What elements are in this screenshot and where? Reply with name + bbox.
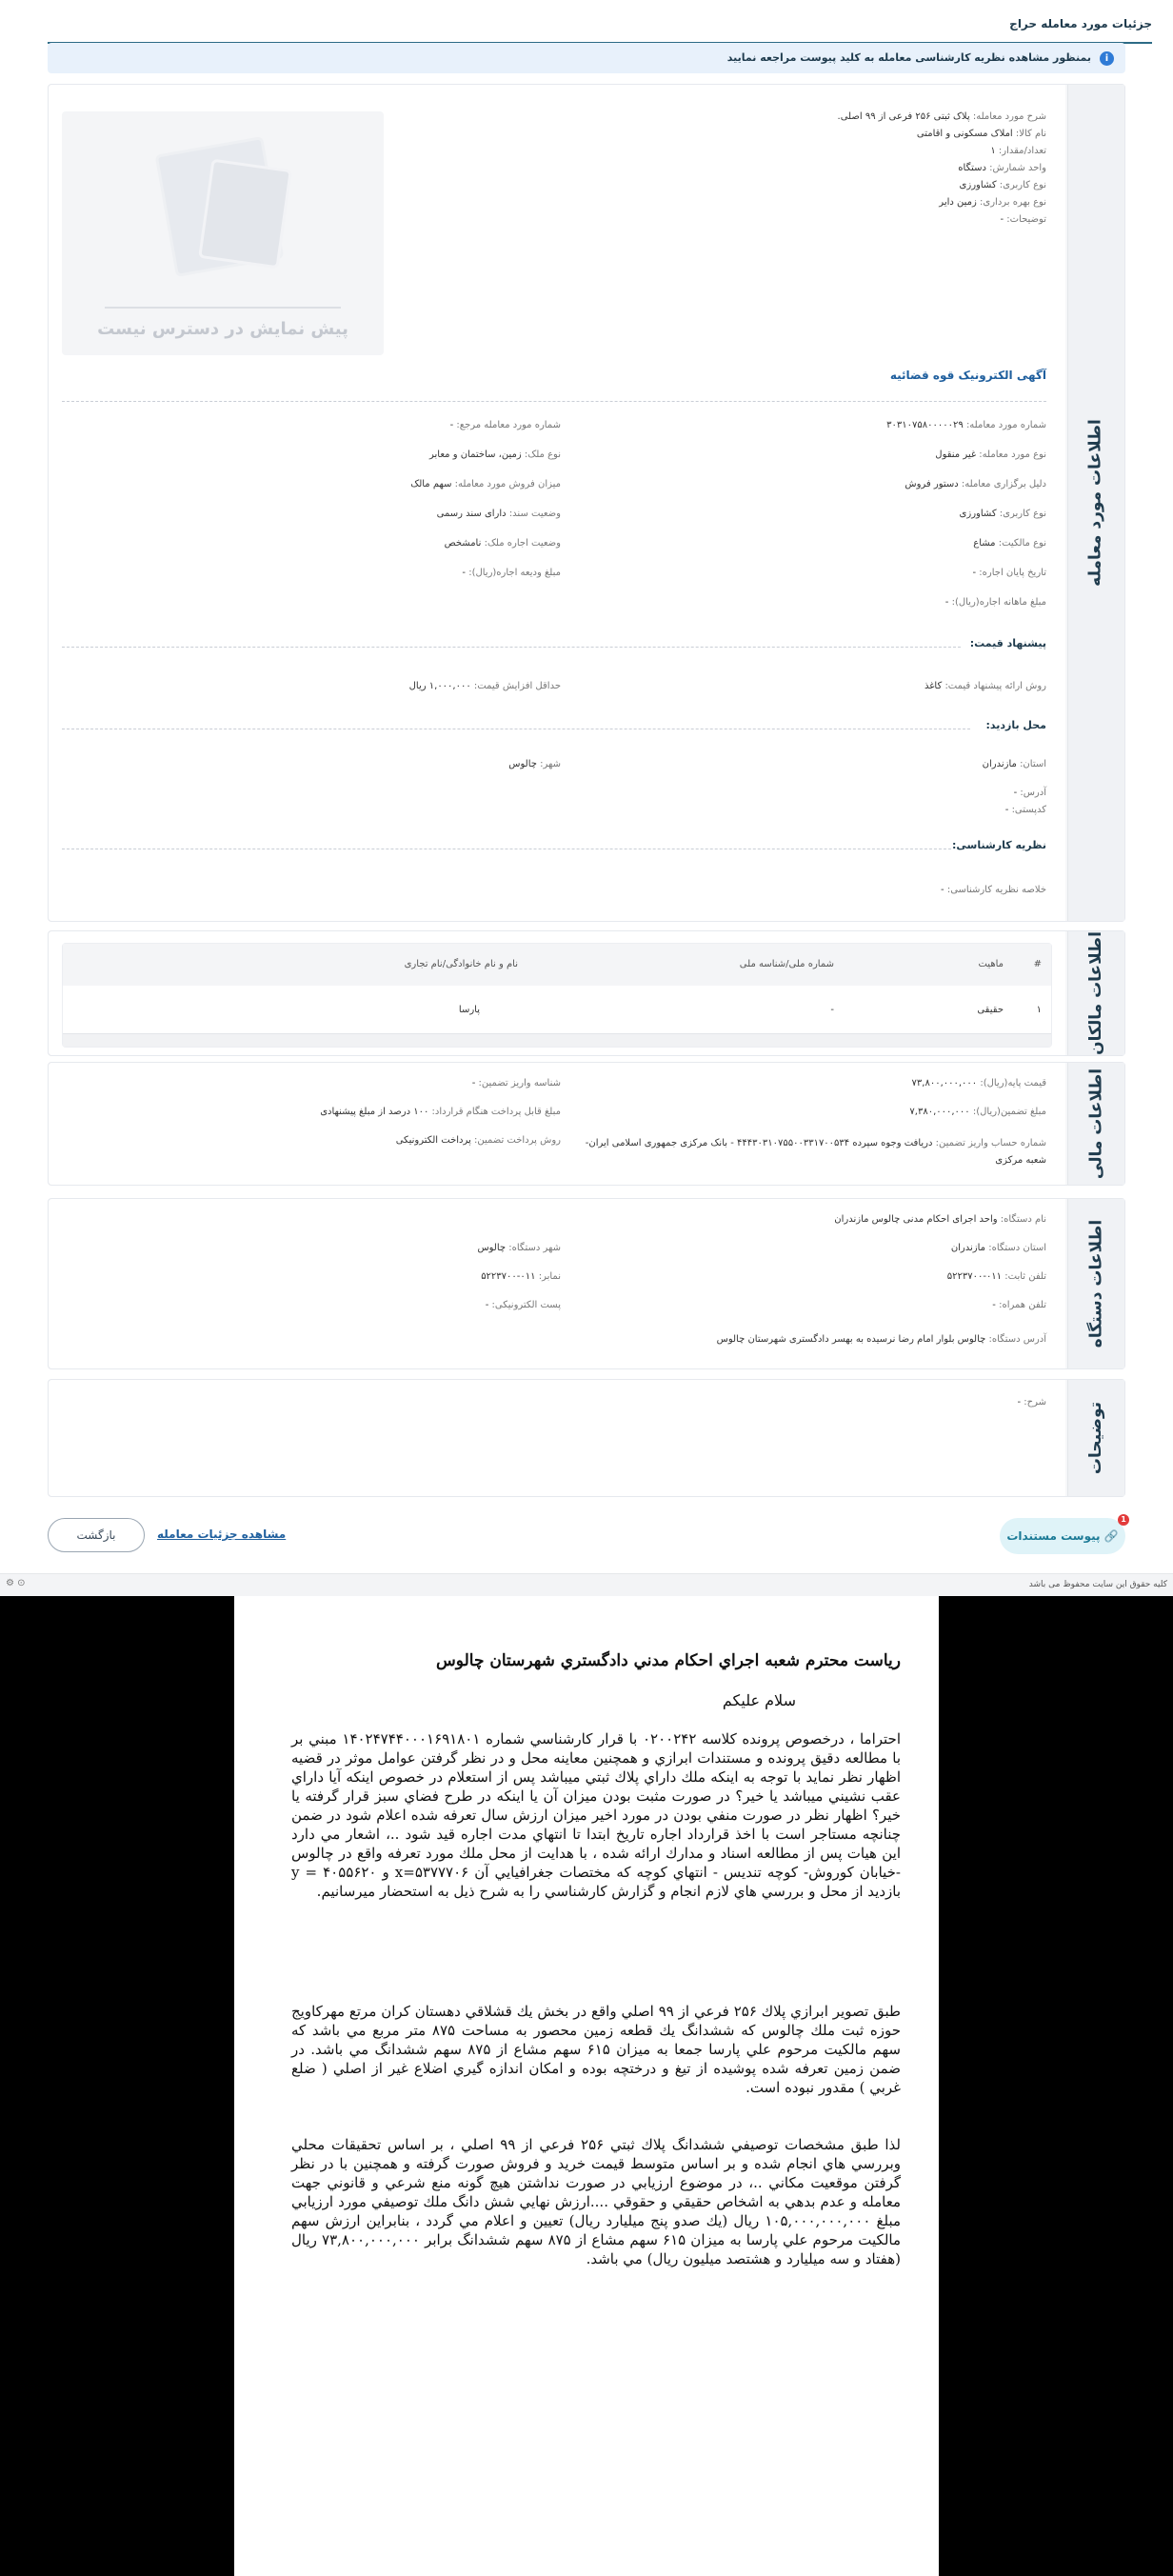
page-title: جزئیات مورد معامله حراج — [1009, 17, 1152, 30]
location-header: محل بازدید: — [985, 719, 1046, 731]
offer-header: پیشنهاد قیمت: — [969, 637, 1046, 649]
summary-item: تعداد/مقدار: ۱ — [990, 146, 1046, 156]
city: شهر: چالوس — [508, 759, 561, 769]
deal-details-link[interactable]: مشاهده جزئیات معامله — [157, 1528, 287, 1541]
field: مبلغ قابل پرداخت هنگام قرارداد: ۱۰۰ درصد از مبلغ پیشنهادی — [320, 1107, 561, 1117]
field: تلفن همراه: - — [992, 1300, 1046, 1310]
field: نوع ملک: زمین، ساختمان و معابر — [428, 449, 561, 460]
postal-code: کدپستی: - — [1004, 805, 1046, 815]
summary-item: شرح مورد معامله: پلاک ثبتی ۲۵۶ فرعی از ۹۹ اصلی. — [837, 111, 1046, 122]
field: وضعیت اجاره ملک: نامشخص — [444, 538, 561, 549]
summary-item: واحد شمارش: دستگاه — [958, 163, 1046, 173]
field: آدرس دستگاه: چالوس بلوار امام رضا نرسیده به بهسر دادگستری شهرستان چالوس — [716, 1334, 1046, 1345]
section-financial — [48, 1062, 1125, 1186]
field: دلیل برگزاری معامله: دستور فروش — [905, 479, 1046, 489]
section-side — [1067, 85, 1124, 921]
field: میزان فروش مورد معامله: سهم مالک — [410, 479, 561, 489]
section-body — [49, 1199, 1065, 1368]
summary-item: نام کالا: املاک مسکونی و اقامتی — [916, 129, 1046, 139]
image-placeholder — [62, 111, 384, 355]
summary-item: نوع بهره برداری: زمین دایر — [939, 197, 1046, 208]
table-header-cell: ماهیت — [978, 959, 1004, 969]
table-header-cell: شماره ملی/شناسه ملی — [739, 959, 834, 969]
summary-item: نوع کاربری: کشاورزی — [959, 180, 1046, 190]
table-header-cell: # — [1033, 959, 1042, 969]
horizontal-scrollbar[interactable] — [63, 1033, 1051, 1047]
table-cell: - — [830, 1005, 834, 1015]
table-cell: حقیقی — [977, 1005, 1004, 1015]
document-title: رياست محترم شعبه اجراي احكام مدني دادگستري شهرستان چالوس — [436, 1651, 901, 1670]
document-paragraph: لذا طبق مشخصات توصيفي ششدانگ پلاك ثبتي ۲۵۶ فرعي از ۹۹ اصلي ، بر اساس تحقيقات محلي وبررسي هاي انجام شده و بر اساس متوسط قيمت خريد و فروش صورت گرفته و همچنين با در نظر گرفتن موقعيت مكاني ..، در موضوع ارزيابي در صورت نداشتن هيچ گونه منع شرعي و قانوني جهت معامله و عدم بدهي به اشخاص حقيقي و حقوقي ....ارزش نهايي شش دانگ ملك توصيفي مورد ارزيابي مبلغ ۱۰۵,۰۰۰,۰۰۰,۰۰۰ ريال (يك صدو پنج ميليارد ريال) تعيين و اعلام مي گردد ، بنابراين ارزش سهم مالكيت مرحوم علي پارسا به ميزان ۶۱۵ سهم مشاع از ۸۷۵ سهم ششدانگ برابر ۷۳,۸۰۰,۰۰۰,۰۰۰ ريال (هفتاد و سه ميليارد و هشتصد ميليون ريال) مي باشد. — [291, 2136, 902, 2267]
section-side — [1067, 1063, 1124, 1185]
field: قیمت پایه(ریال): ۷۳,۸۰۰,۰۰۰,۰۰۰ — [911, 1078, 1046, 1088]
field: تاریخ پایان اجاره: - — [972, 568, 1046, 578]
copyright-text: کلیه حقوق این سایت محفوظ می باشد — [1028, 1580, 1167, 1589]
section-side — [1067, 931, 1124, 1055]
info-bar — [48, 43, 1125, 73]
table-header-cell: نام و نام خانوادگی/نام تجاری — [404, 959, 518, 969]
footer-logos-icon: ⊙ ⚙ — [6, 1578, 26, 1588]
field: نوع مورد معامله: غیر منقول — [935, 449, 1046, 460]
ad-title: آگهی الکترونیک قوه قضائیه — [889, 369, 1046, 382]
table-cell: پارسا — [458, 1005, 480, 1015]
section-body — [49, 1063, 1065, 1185]
field: روش پرداخت تضمین: پرداخت الکترونیکی — [395, 1135, 561, 1146]
table-header — [63, 944, 1051, 986]
field: نمابر: ۰۱۱-۵۲۲۳۷۰۰ — [481, 1271, 561, 1282]
field: شماره حساب واریز تضمین: دریافت وجوه سپرده ۴۴۴۳۰۳۱۰۷۵۵۰۰۳۳۱۷۰۰۵۳۴ - بانک مرکزی جمهوری اسلامی ایران- شعبه مرکزی — [585, 1138, 1046, 1166]
field: شهر دستگاه: چالوس — [477, 1243, 561, 1253]
section-descriptions — [48, 1379, 1125, 1497]
section-organization — [48, 1198, 1125, 1369]
section-label: اطلاعات مورد معامله — [1086, 419, 1105, 587]
section-side — [1067, 1199, 1124, 1368]
section-side — [1067, 1380, 1124, 1496]
page-header — [48, 10, 1152, 44]
field: شرح: - — [1017, 1397, 1046, 1408]
section-label: اطلاعات دستگاه — [1086, 1219, 1105, 1348]
attachments-label: پیوست مستندات — [1006, 1529, 1101, 1543]
offer-method: روش ارائه پیشنهاد قیمت: کاغذ — [924, 681, 1046, 691]
paperclip-icon: 🔗 — [1103, 1529, 1119, 1543]
field: نوع کاربری: کشاورزی — [959, 509, 1046, 519]
info-text: بمنظور مشاهده نظریه کارشناسی معامله به کلید پیوست مراجعه نمایید — [726, 51, 1091, 64]
section-body — [49, 1380, 1065, 1496]
province: استان: مازندران — [982, 759, 1046, 769]
expert-header: نظریه کارشناسی: — [952, 839, 1046, 851]
field: نوع مالکیت: مشاع — [973, 538, 1046, 549]
field: مبلغ تضمین(ریال): ۷,۳۸۰,۰۰۰,۰۰۰ — [909, 1107, 1046, 1117]
address: آدرس: - — [1013, 788, 1046, 798]
section-body — [49, 85, 1065, 921]
field: نام دستگاه: واحد اجرای احکام مدنی چالوس مازندران — [834, 1214, 1046, 1225]
section-label: اطلاعات مالکان — [1086, 931, 1105, 1055]
field: شماره مورد معامله مرجع: - — [449, 420, 561, 430]
field: شماره مورد معامله: ۳۰۳۱۰۷۵۸۰۰۰۰۰۲۹ — [886, 420, 1046, 430]
document-paragraph: احتراما ، درخصوص پرونده كلاسه ۰۲۰۰۲۴۲ با قرار كارشناسي شماره ۱۴۰۲۴۷۴۴۰۰۰۱۶۹۱۸۰۱ مبني بر با مطالعه دقيق پرونده و مستندات ابرازي و همچنين معاينه محل و در نظر گرفتن عوامل موثر در قضيه اظهار نظر نمايد با توجه به اينكه ملك داراي پلاك ثبتي ميباشد پس از استعلام در خصوص اينكه آيا داراي عقب نشيني ميباشد يا خير؟ در صورت مثبت بودن ميزان آن يا اينكه در طرح فضاي سبز قرار گرفته يا خير؟ اظهار نظر در صورت منفي بودن در مورد اخير ميزان ارزش سال تعرفه شده اعلام شود در ضمن چنانچه مستاجر است با اخذ قرارداد اجاره تاريخ ابتدا تا انتهاي مدت اجاره قيد شود ..، اشعار مي دارد اين هيات پس از مطالعه اسناد و مدارك ارائه شده ، با هدايت از محل ملك مورد تعرفه واقع در چالوس -خيابان كوروش- كوچه تنديس - انتهاي كوچه كه مختصات جغرافيايي آن ۵۳۷۷۷۰۶=x و ۴۰۵۵۶۲۰ = y بازديد از محل و بررسي هاي لازم انجام و گزارش كارشناسي را به شرح ذيل به استحضار ميرسانيم. — [291, 1730, 902, 1900]
info-icon: i — [1100, 51, 1114, 66]
document-viewer — [0, 1596, 1173, 2576]
section-label: توضیحات — [1086, 1401, 1105, 1475]
min-increase: حداقل افزایش قیمت: ۱,۰۰۰,۰۰۰ ریال — [408, 681, 561, 691]
document-page — [234, 1596, 939, 2576]
back-button[interactable]: بازگشت — [48, 1518, 145, 1552]
field: مبلغ ودیعه اجاره(ریال): - — [462, 568, 561, 578]
section-owners — [48, 930, 1125, 1056]
attachments-button[interactable] — [1000, 1515, 1126, 1554]
document-paragraph: طبق تصوير ابرازي پلاك ۲۵۶ فرعي از ۹۹ اصلي واقع در بخش يك قشلاقي دهستان كران مرتع مهركاويج حوزه ثبت ملك چالوس كه ششدانگ يك قطعه زمين محصور به مساحت ۸۷۵ متر مربع مي باشد كه سهم مالكيت مرحوم علي پارسا جمعا به ميزان ۶۱۵ سهم مشاع از ۸۷۵ سهم ششدانگ مي باشد. در ضمن زمين تعرفه شده پوشيده از تيغ و درختچه بوده و امكان اندازه گيري اضلاع غير از اصلي ( ضلع غربي ) مقدور نبوده است. — [291, 2003, 902, 2096]
field: تلفن ثابت: ۰۱۱-۵۲۲۳۷۰۰ — [946, 1271, 1046, 1282]
gavel-image-icon-back — [198, 159, 292, 270]
section-deal-info — [48, 84, 1125, 922]
section-body — [49, 931, 1065, 1055]
table-cell: ۱ — [1036, 1005, 1042, 1015]
field: وضعیت سند: دارای سند رسمی — [436, 509, 561, 519]
summary-item: توضیحات: - — [1000, 214, 1046, 225]
document-greeting: سلام عليكم — [722, 1691, 796, 1709]
field: شناسه واریز تضمین: - — [471, 1078, 561, 1088]
field: پست الکترونیکی: - — [485, 1300, 561, 1310]
no-preview-text: پیش نمایش در دسترس نیست — [97, 319, 348, 339]
owners-table — [62, 943, 1052, 1048]
attachments-badge: 1 — [1118, 1514, 1129, 1526]
field: استان دستگاه: مازندران — [950, 1243, 1046, 1253]
section-label: اطلاعات مالی — [1086, 1068, 1105, 1180]
field: مبلغ ماهانه اجاره(ریال): - — [944, 597, 1046, 608]
expert-summary: خلاصه نظریه کارشناسی: - — [941, 885, 1046, 895]
footer — [0, 1573, 1173, 1596]
